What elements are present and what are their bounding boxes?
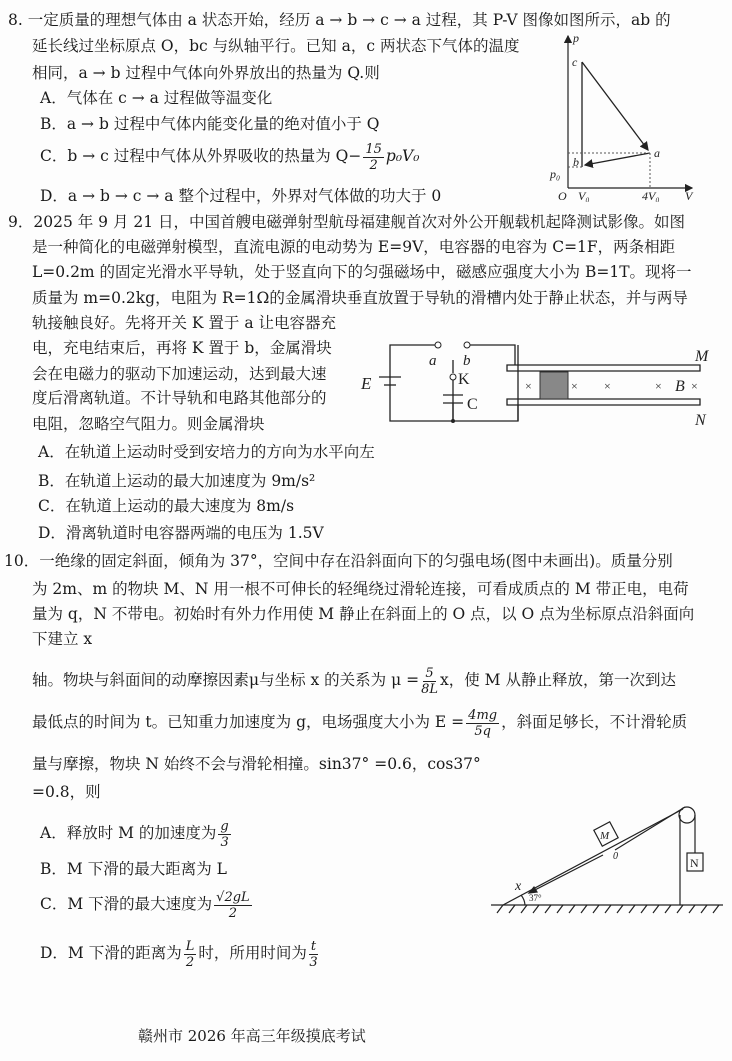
label-b: b bbox=[463, 353, 471, 369]
q10-line bbox=[32, 706, 687, 739]
field-cross: × bbox=[691, 379, 698, 393]
q8-option-a: A．气体在 c → a 过程做等温变化 bbox=[40, 89, 273, 107]
q9-line: 是一种简化的电磁弹射模型，直流电源的电动势为 E=9V，电容器的电容为 C=1F，两条相距 bbox=[32, 238, 676, 256]
q10-option-d bbox=[40, 937, 320, 970]
q9-line: 质量为 m=0.2kg，电阻为 R=1Ω的金属滑块垂直放置于导轨的滑槽内处于静止状态，并与两导 bbox=[32, 289, 688, 307]
q8-option-d: D．a → b → c → a 整个过程中，外界对气体做的功大于 0 bbox=[40, 187, 442, 205]
text: p₀V₀ bbox=[385, 147, 420, 165]
terminal-a bbox=[435, 342, 441, 348]
numerator: g bbox=[220, 818, 229, 834]
rail-m bbox=[507, 365, 700, 371]
label-c: C bbox=[467, 396, 478, 413]
q10-option-b: B．M 下滑的最大距离为 L bbox=[40, 860, 227, 878]
text: C．M 下滑的最大速度为 bbox=[40, 895, 213, 913]
numerator: L bbox=[185, 938, 195, 954]
field-cross: × bbox=[571, 379, 578, 393]
denominator: 3 bbox=[220, 834, 229, 850]
q9-line: 会在电磁力的驱动下加速运动，达到最大速 bbox=[32, 365, 327, 383]
label-k: K bbox=[458, 371, 470, 388]
terminal-b bbox=[464, 342, 470, 348]
text: D．M 下滑的距离为 bbox=[40, 944, 182, 962]
field-cross: × bbox=[604, 379, 611, 393]
fraction bbox=[309, 939, 318, 970]
label-n: N bbox=[690, 856, 699, 870]
q10-line: 量与摩擦，物块 N 始终不会与滑轮相撞。sin37° =0.6，cos37° bbox=[32, 755, 481, 773]
pv-diagram bbox=[540, 30, 700, 202]
q8-line: 8. 一定质量的理想气体由 a 状态开始，经历 a → b → c → a 过程，其 P-V 图像如图所示，ab 的 bbox=[8, 11, 671, 29]
label-o: 0 bbox=[613, 851, 618, 862]
q9-option-a: A．在轨道上运动时受到安培力的方向为水平向左 bbox=[38, 443, 375, 461]
text: A．释放时 M 的加速度为 bbox=[40, 824, 217, 842]
q10-option-a bbox=[40, 817, 233, 850]
q10-option-c bbox=[40, 888, 254, 921]
fraction bbox=[363, 142, 384, 173]
numerator: t bbox=[310, 938, 317, 954]
label-4v0: 4V₀ bbox=[642, 189, 660, 202]
q8-option-c bbox=[40, 140, 419, 173]
q8-option-b: B．a → b 过程中气体内能变化量的绝对值小于 Q bbox=[40, 115, 380, 133]
wire bbox=[467, 345, 515, 365]
fraction bbox=[214, 890, 252, 921]
label-angle: 37° bbox=[529, 893, 542, 903]
denominator: 8L bbox=[421, 681, 438, 697]
line-ca bbox=[582, 62, 648, 150]
label-v0: V₀ bbox=[578, 189, 590, 202]
denominator: 2 bbox=[185, 954, 195, 970]
text: 轴。物块与斜面间的动摩擦因素μ与坐标 x 的关系为 μ = bbox=[32, 671, 420, 689]
q10-line bbox=[32, 664, 676, 697]
fraction bbox=[421, 666, 438, 697]
label-v: V bbox=[685, 189, 693, 202]
text: 时，所用时间为 bbox=[198, 944, 307, 962]
numerator: 5 bbox=[425, 665, 434, 681]
wire bbox=[390, 345, 518, 421]
q10-line: 下建立 x bbox=[32, 630, 93, 648]
label-x: x bbox=[515, 879, 522, 894]
q9-line: 电，充电结束后，再将 K 置于 b，金属滑块 bbox=[32, 339, 332, 357]
q9-line: 轨接触良好。先将开关 K 置于 a 让电容器充 bbox=[32, 314, 337, 332]
label-m: M bbox=[600, 830, 610, 842]
label-b-field: B bbox=[675, 378, 685, 395]
label-o: O bbox=[558, 189, 567, 202]
field-cross: × bbox=[655, 379, 662, 393]
label-c: c bbox=[572, 55, 578, 69]
q10-line: 10．一绝缘的固定斜面，倾角为 37°，空间中存在沿斜面向下的匀强电场(图中未画出)。质量分别 bbox=[4, 552, 673, 570]
numerator: 4mg bbox=[468, 707, 498, 723]
label-p: p bbox=[573, 31, 579, 45]
field-cross: × bbox=[525, 379, 532, 393]
denominator: 2 bbox=[369, 157, 378, 173]
ground-hatch bbox=[497, 905, 719, 913]
switch-pivot bbox=[450, 374, 456, 380]
incline-diagram bbox=[485, 795, 725, 920]
q9-option-d: D．滑离轨道时电容器两端的电压为 1.5V bbox=[38, 524, 324, 542]
footer: 赣州市 2026 年高三年级摸底考试 bbox=[138, 1027, 366, 1045]
fraction bbox=[218, 819, 230, 850]
label-a: a bbox=[429, 353, 437, 369]
text: 最低点的时间为 t。已知重力加速度为 g，电场强度大小为 E = bbox=[32, 713, 465, 731]
fraction bbox=[184, 939, 197, 970]
line-ab bbox=[585, 153, 650, 165]
rope bbox=[615, 807, 685, 850]
q9-line: 9．2025 年 9 月 21 日，中国首艘电磁弹射型航母福建舰首次对外公开舰载机起降测试影像。如图 bbox=[8, 213, 686, 231]
angle-arc bbox=[521, 895, 525, 905]
x-axis-arrow bbox=[529, 855, 603, 893]
q9-option-b: B．在轨道上运动的最大加速度为 9m/s² bbox=[38, 472, 316, 490]
label-n: N bbox=[695, 412, 706, 429]
numerator: 15 bbox=[365, 141, 382, 157]
q9-line: L=0.2m 的固定光滑水平导轨，处于竖直向下的匀强磁场中，磁感应强度大小为 B=1T。现将一 bbox=[32, 263, 692, 281]
q9-line: 电阻，忽略空气阻力。则金属滑块 bbox=[32, 415, 265, 433]
label-e: E bbox=[361, 374, 372, 393]
q9-line: 度后滑离轨道。不计导轨和电路其他部分的 bbox=[32, 389, 327, 407]
q8-line: 相同，a → b 过程中气体向外界放出的热量为 Q.则 bbox=[32, 64, 380, 82]
incline bbox=[503, 809, 683, 905]
label-b: b bbox=[573, 155, 579, 169]
denominator: 2 bbox=[228, 905, 238, 921]
text: x，使 M 从静止释放，第一次到达 bbox=[440, 671, 676, 689]
metal-slider bbox=[540, 372, 568, 399]
q10-line: 为 2m、m 的物块 M、N 用一根不可伸长的轻绳绕过滑轮连接，可看成质点的 M 带正电，电荷 bbox=[32, 580, 689, 598]
numerator: √2gL bbox=[216, 889, 250, 905]
label-p0: p₀ bbox=[550, 167, 561, 181]
text: ，斜面足够长，不计滑轮质 bbox=[501, 713, 688, 731]
denominator: 3 bbox=[309, 954, 318, 970]
q10-line: 量为 q，N 不带电。初始时有外力作用使 M 静止在斜面上的 O 点，以 O 点为坐标原点沿斜面向 bbox=[32, 605, 695, 623]
text: C．b → c 过程中气体从外界吸收的热量为 Q− bbox=[40, 147, 362, 165]
q10-line: =0.8，则 bbox=[32, 783, 101, 801]
label-m: M bbox=[695, 348, 709, 365]
circuit-diagram bbox=[355, 335, 715, 430]
rail-n bbox=[507, 399, 700, 421]
q8-line: 延长线过坐标原点 O，bc 与纵轴平行。已知 a，c 两状态下气体的温度 bbox=[32, 37, 520, 55]
label-a: a bbox=[654, 146, 660, 160]
fraction bbox=[466, 708, 499, 739]
denominator: 5q bbox=[474, 723, 491, 739]
q9-option-c: C．在轨道上运动的最大速度为 8m/s bbox=[38, 497, 295, 515]
